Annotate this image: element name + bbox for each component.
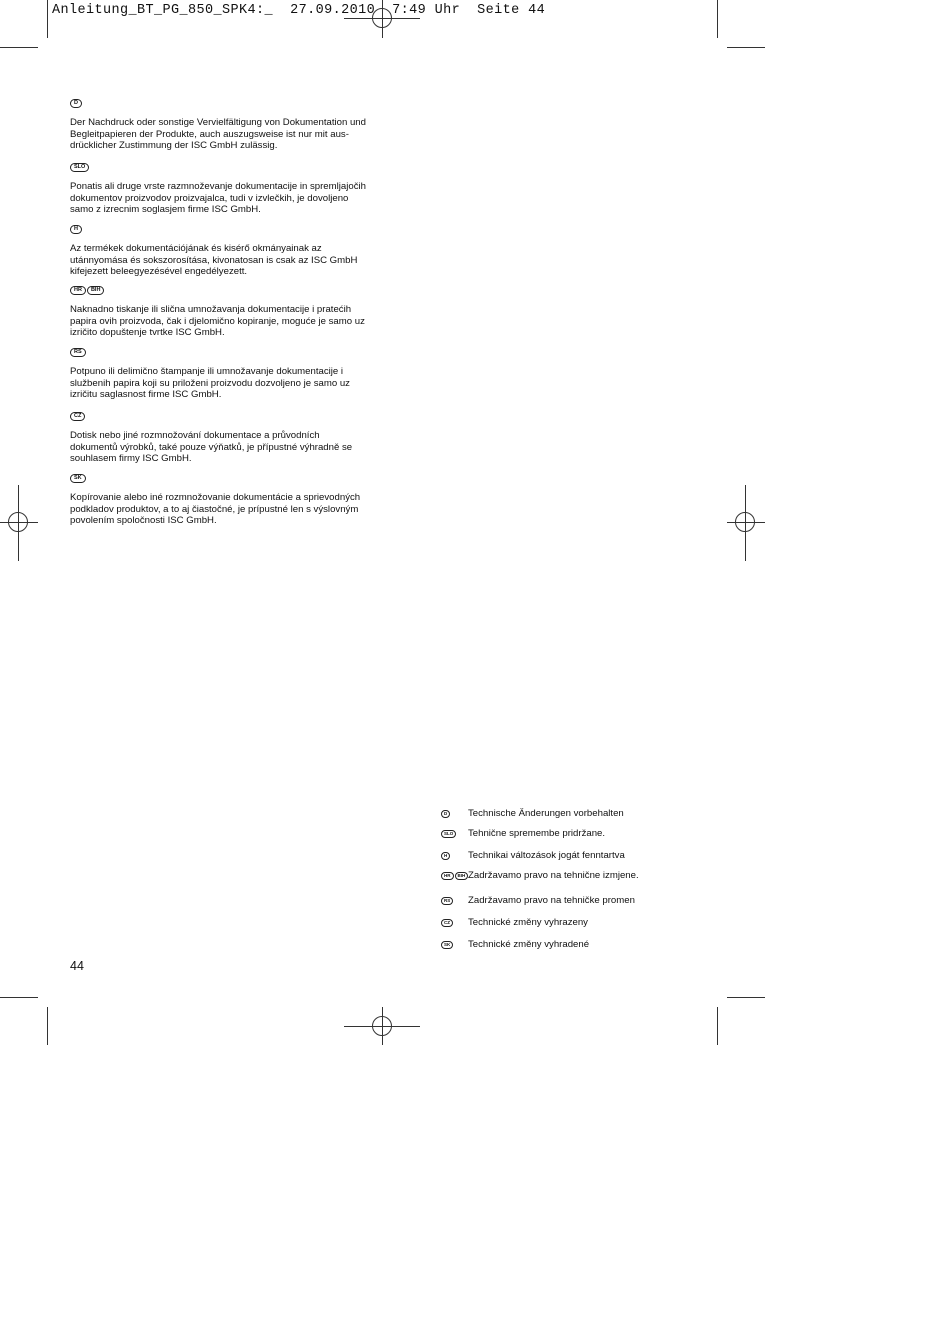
- country-code-badge: RS: [70, 348, 86, 357]
- crop-mark: [47, 1007, 48, 1045]
- country-code-badge: H: [70, 225, 82, 234]
- country-code-badge: SK: [441, 941, 453, 949]
- technical-note-text: Technikai változások jogát fenntartva: [468, 850, 625, 861]
- country-code-badge: SK: [70, 474, 86, 483]
- copyright-block-sk: [70, 470, 390, 527]
- country-code-badge: SLO: [70, 163, 89, 172]
- country-code-badge: CZ: [70, 412, 85, 421]
- header-time: 7:49 Uhr: [392, 3, 461, 18]
- crop-mark: [47, 0, 48, 38]
- crop-mark: [727, 47, 765, 48]
- technical-note-text: Zadržavamo pravo na tehnične izmjene.: [468, 870, 639, 881]
- country-code-badge: BIH: [455, 872, 469, 880]
- country-code-badge: D: [70, 99, 82, 108]
- copyright-block-d: [70, 95, 390, 152]
- technical-note-text: Technické změny vyhrazeny: [468, 917, 588, 928]
- copyright-block-rs: [70, 344, 390, 401]
- copyright-block-cz: [70, 408, 390, 465]
- copyright-block-hr-bih: [70, 282, 390, 339]
- country-code-badge: RS: [441, 897, 453, 905]
- copyright-text: Naknadno tiskanje ili slična umnožavanja dokumentacije i pratećih papira ovih proizvoda, čak i djelomično kopiranje, moguće je samo uz izričito dopuštenje tvrtke ISC GmbH.: [70, 304, 365, 339]
- country-code-badge: BIH: [87, 286, 104, 295]
- country-code-badge: D: [441, 810, 450, 818]
- header-page-label: Seite 44: [477, 3, 546, 18]
- copyright-text: Ponatis ali druge vrste razmnoževanje dokumentacije in spremljajočih dokumentov proizvodov proizvajalca, tudi v izvlečkih, je dovoljeno samo z izrecnim soglasjem firme ISC GmbH.: [70, 181, 366, 216]
- country-code-badge: HR: [70, 286, 86, 295]
- copyright-block-h: [70, 221, 390, 278]
- page-number: 44: [70, 959, 84, 973]
- crop-mark: [717, 0, 718, 38]
- technical-note-text: Technické změny vyhradené: [468, 939, 590, 950]
- country-code-badge: HR: [441, 872, 454, 880]
- country-code-badge: H: [441, 852, 450, 860]
- copyright-block-slo: [70, 159, 390, 216]
- technical-note-text: Tehnične spremembe pridržane.: [468, 828, 606, 839]
- copyright-text: Kopírovanie alebo iné rozmnožovanie dokumentácie a sprievodných podkladov produktov, a to aj čiastočné, je prípustné len s výslovným povolením spoločnosti ISC GmbH.: [70, 492, 361, 527]
- copyright-text: Az termékek dokumentációjának és kisérő okmányainak az utánnyomása és sokszorosítása, kivonatosan is csak az ISC GmbH kifejezett beleegyezésével engedélyezett.: [70, 243, 358, 278]
- print-header: [52, 3, 545, 18]
- copyright-text: Potpuno ili delimično štampanje ili umnožavanje dokumentacije i službenih papira koji su priloženi proizvodu dozvoljeno je samo uz izričitu saglasnost firme ISC GmbH.: [70, 366, 350, 401]
- crop-mark: [727, 997, 765, 998]
- copyright-text: Dotisk nebo jiné rozmnožování dokumentace a průvodních dokumentů výrobků, také pouze výňatků, je přípustné výhradně se souhlasem firmy ISC GmbH.: [70, 430, 353, 465]
- crop-mark: [0, 47, 38, 48]
- country-code-badge: SLO: [441, 830, 456, 838]
- crop-mark: [717, 1007, 718, 1045]
- crop-mark: [0, 997, 38, 998]
- copyright-text: Der Nachdruck oder sonstige Vervielfältigung von Dokumentation und Begleitpapieren der Produkte, auch auszugsweise ist nur mit aus- drücklicher Zustimmung der ISC GmbH zulässig.: [70, 117, 366, 152]
- technical-note-text: Technische Änderungen vorbehalten: [468, 808, 624, 819]
- country-code-badge: CZ: [441, 919, 453, 927]
- header-date: 27.09.2010: [290, 3, 376, 18]
- header-filename: Anleitung_BT_PG_850_SPK4:_: [52, 3, 274, 18]
- technical-note-text: Zadržavamo pravo na tehničke promen: [468, 895, 635, 906]
